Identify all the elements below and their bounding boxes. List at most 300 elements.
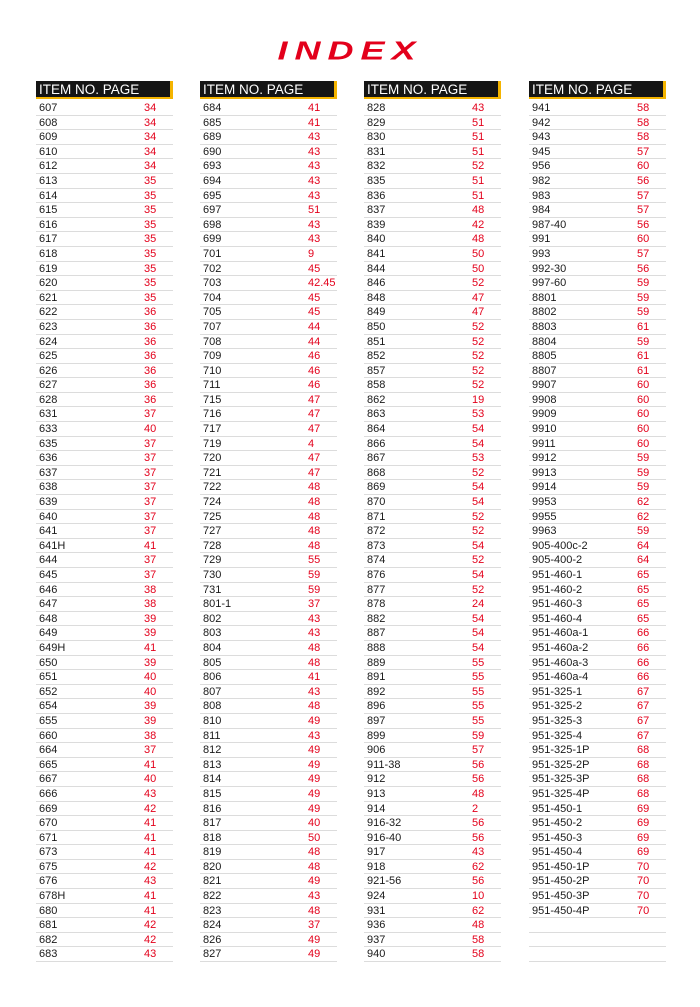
- index-row: [529, 802, 666, 817]
- index-row: [200, 145, 337, 160]
- index-row: [36, 816, 173, 831]
- item-number: 671: [39, 831, 58, 844]
- item-number: 951-450-1: [532, 802, 583, 815]
- page-number: 40: [144, 671, 157, 684]
- item-number: 801-1: [203, 598, 232, 611]
- index-row: [200, 553, 337, 568]
- index-row: [200, 203, 337, 218]
- page-number: 60: [637, 393, 650, 406]
- page-number: 43: [308, 189, 321, 202]
- index-row: [364, 349, 501, 364]
- page-number: 62: [637, 510, 650, 523]
- page-number: 37: [144, 481, 157, 494]
- item-number: 844: [367, 262, 386, 275]
- index-row: [529, 247, 666, 262]
- index-row: [529, 656, 666, 671]
- index-row: [364, 641, 501, 656]
- page-number: 49: [308, 758, 321, 771]
- index-row: [36, 116, 173, 131]
- page-number: 41: [144, 890, 157, 903]
- index-row: [36, 539, 173, 554]
- item-number: 615: [39, 204, 58, 217]
- item-number: 616: [39, 218, 58, 231]
- item-number: 866: [367, 437, 386, 450]
- page-number: 55: [472, 656, 485, 669]
- index-row: [364, 407, 501, 422]
- page-number: 53: [472, 408, 485, 421]
- item-number: 905-400c-2: [532, 539, 588, 552]
- page-number: 65: [637, 583, 650, 596]
- page-number: 37: [308, 919, 321, 932]
- page-number: 35: [144, 247, 157, 260]
- item-number: 704: [203, 291, 222, 304]
- page-number: 44: [308, 335, 321, 348]
- item-number: 708: [203, 335, 222, 348]
- page-number: 60: [637, 423, 650, 436]
- page-number: 54: [472, 423, 485, 436]
- index-row: [364, 626, 501, 641]
- index-row: [529, 291, 666, 306]
- page-number: 43: [308, 131, 321, 144]
- item-number: 637: [39, 466, 58, 479]
- item-number: 9910: [532, 423, 557, 436]
- page-number: 48: [308, 700, 321, 713]
- page-number: 41: [144, 904, 157, 917]
- item-number: 916-32: [367, 817, 402, 830]
- page-number: 42: [144, 919, 157, 932]
- page-number: 59: [637, 481, 650, 494]
- page-number: 49: [308, 714, 321, 727]
- index-row: [200, 612, 337, 627]
- index-row: [200, 641, 337, 656]
- item-number: 716: [203, 408, 222, 421]
- index-row: [36, 203, 173, 218]
- item-number: 905-400-2: [532, 554, 583, 567]
- page-number: 52: [472, 160, 485, 173]
- item-number: 9912: [532, 452, 557, 465]
- page-number: 54: [472, 481, 485, 494]
- item-number: 705: [203, 306, 222, 319]
- item-number: 951-460a-4: [532, 671, 589, 684]
- item-number: 823: [203, 904, 222, 917]
- page-number: 50: [308, 831, 321, 844]
- index-row: [200, 262, 337, 277]
- item-number: 722: [203, 481, 222, 494]
- index-row: [364, 714, 501, 729]
- page-number: 49: [308, 933, 321, 946]
- index-column-3: [364, 81, 501, 962]
- item-number: 951-325-4P: [532, 787, 590, 800]
- index-row: [364, 889, 501, 904]
- index-row: [200, 320, 337, 335]
- item-number: 864: [367, 423, 386, 436]
- index-row: [200, 656, 337, 671]
- index-row: [529, 553, 666, 568]
- item-number: 906: [367, 744, 386, 757]
- index-row: [200, 495, 337, 510]
- page-number: 48: [308, 481, 321, 494]
- page-number: 57: [637, 145, 650, 158]
- page-number: 35: [144, 233, 157, 246]
- page-number: 66: [637, 627, 650, 640]
- index-row: [36, 656, 173, 671]
- item-number: 685: [203, 116, 222, 129]
- page-number: 41: [308, 671, 321, 684]
- item-number: 628: [39, 393, 58, 406]
- page-number: 34: [144, 131, 157, 144]
- index-row: [364, 772, 501, 787]
- page-number: 59: [637, 525, 650, 538]
- page-number: 37: [144, 496, 157, 509]
- page-number: 59: [637, 306, 650, 319]
- index-row: [36, 101, 173, 116]
- page-number: 37: [144, 466, 157, 479]
- item-number: 652: [39, 685, 58, 698]
- page-number: 48: [472, 919, 485, 932]
- page-number: 38: [144, 729, 157, 742]
- index-row: [529, 539, 666, 554]
- page-header: PAGE: [102, 82, 140, 97]
- item-number: 644: [39, 554, 58, 567]
- page-number: 59: [637, 335, 650, 348]
- item-number: 913: [367, 787, 386, 800]
- index-row: [36, 831, 173, 846]
- page-number: 70: [637, 875, 650, 888]
- index-row: [36, 393, 173, 408]
- item-number: 818: [203, 831, 222, 844]
- index-row: [364, 393, 501, 408]
- page-number: 67: [637, 700, 650, 713]
- index-row: [364, 947, 501, 962]
- index-row: [364, 685, 501, 700]
- page-number: 59: [637, 466, 650, 479]
- index-row: [529, 641, 666, 656]
- item-number: 697: [203, 204, 222, 217]
- item-number: 951-460-3: [532, 598, 583, 611]
- index-row: [529, 451, 666, 466]
- page-number: 36: [144, 306, 157, 319]
- page-number: 43: [308, 174, 321, 187]
- page-number: 46: [308, 364, 321, 377]
- item-number: 951-450-3: [532, 831, 583, 844]
- page-number: 66: [637, 671, 650, 684]
- index-row: [529, 437, 666, 452]
- page-number: 53: [472, 452, 485, 465]
- item-number: 936: [367, 919, 386, 932]
- index-row: [529, 218, 666, 233]
- index-row: [200, 714, 337, 729]
- page-number: 47: [308, 423, 321, 436]
- item-number: 858: [367, 379, 386, 392]
- index-row: [200, 568, 337, 583]
- page-number: 34: [144, 145, 157, 158]
- page-number: 56: [637, 262, 650, 275]
- index-row: [36, 933, 173, 948]
- page-number: 4: [308, 437, 315, 450]
- index-row: [529, 116, 666, 131]
- item-no-header: ITEM NO.: [367, 82, 427, 97]
- item-number: 805: [203, 656, 222, 669]
- item-number: 869: [367, 481, 386, 494]
- index-row: [200, 510, 337, 525]
- item-number: 676: [39, 875, 58, 888]
- page-number: 67: [637, 685, 650, 698]
- page-number: 51: [472, 131, 485, 144]
- item-number: 730: [203, 569, 222, 581]
- item-number: 641: [39, 525, 58, 538]
- page-number: 51: [472, 145, 485, 158]
- index-row: [200, 159, 337, 174]
- index-row: [36, 189, 173, 204]
- item-number: 614: [39, 189, 58, 202]
- page-number: 43: [308, 160, 321, 173]
- item-number: 803: [203, 627, 222, 640]
- page-number: 41: [144, 758, 157, 771]
- page-number: 37: [144, 525, 157, 538]
- index-row: [200, 626, 337, 641]
- index-row: [364, 597, 501, 612]
- item-number: 829: [367, 116, 386, 129]
- page-number: 52: [472, 350, 485, 363]
- index-row: [364, 802, 501, 817]
- item-number: 802: [203, 612, 222, 625]
- index-row: [36, 626, 173, 641]
- index-row: [36, 904, 173, 919]
- index-row: [364, 262, 501, 277]
- item-number: 832: [367, 160, 386, 173]
- page-number: 51: [472, 189, 485, 202]
- index-row: [200, 393, 337, 408]
- index-row: [200, 772, 337, 787]
- item-no-header: ITEM NO.: [203, 82, 263, 97]
- index-row: [364, 874, 501, 889]
- item-number: 609: [39, 131, 58, 144]
- page-number: 42: [144, 802, 157, 815]
- item-number: 899: [367, 729, 386, 742]
- index-row: [200, 743, 337, 758]
- page-number: 41: [308, 102, 321, 114]
- item-number: 707: [203, 320, 222, 333]
- item-number: 9963: [532, 525, 557, 538]
- page-number: 50: [472, 262, 485, 275]
- index-row: [36, 291, 173, 306]
- index-row: [529, 378, 666, 393]
- index-row: [364, 583, 501, 598]
- page-number: 9: [308, 247, 315, 260]
- page-number: 35: [144, 218, 157, 231]
- page-number: 35: [144, 262, 157, 275]
- index-column-2: [200, 81, 337, 962]
- item-number: 951-450-4: [532, 846, 583, 859]
- index-row: [529, 189, 666, 204]
- index-row: [364, 174, 501, 189]
- page-number: 66: [637, 656, 650, 669]
- index-row: [529, 772, 666, 787]
- index-row: [36, 364, 173, 379]
- page-number: 54: [472, 437, 485, 450]
- index-row: [36, 437, 173, 452]
- item-number: 937: [367, 933, 386, 946]
- index-row: [200, 758, 337, 773]
- item-number: 982: [532, 174, 551, 187]
- item-number: 715: [203, 393, 222, 406]
- index-row: [364, 159, 501, 174]
- index-row: [529, 262, 666, 277]
- index-row: [200, 480, 337, 495]
- page-number: 50: [472, 247, 485, 260]
- index-row: [36, 772, 173, 787]
- page-number: 43: [308, 890, 321, 903]
- page-number: 37: [144, 510, 157, 523]
- page-number: 60: [637, 233, 650, 246]
- item-number: 620: [39, 277, 58, 290]
- index-row: [529, 787, 666, 802]
- page-number: 54: [472, 539, 485, 552]
- index-row: [36, 918, 173, 933]
- item-number: 731: [203, 583, 222, 596]
- page-number: 59: [637, 452, 650, 465]
- page-number: 37: [144, 744, 157, 757]
- index-column-1: [36, 81, 173, 962]
- page-number: 68: [637, 787, 650, 800]
- item-number: 896: [367, 700, 386, 713]
- item-number: 9953: [532, 496, 557, 509]
- page-number: 68: [637, 744, 650, 757]
- item-number: 951-325-1: [532, 685, 583, 698]
- page-number: 56: [472, 773, 485, 786]
- item-number: 682: [39, 933, 58, 946]
- item-number: 703: [203, 277, 222, 290]
- page-number: 57: [637, 204, 650, 217]
- index-row: [364, 291, 501, 306]
- item-number: 717: [203, 423, 222, 436]
- item-number: 874: [367, 554, 386, 567]
- index-row: [529, 816, 666, 831]
- index-row: [36, 320, 173, 335]
- item-number: 846: [367, 277, 386, 290]
- index-row: [529, 947, 666, 962]
- index-row: [200, 918, 337, 933]
- page-number: 38: [144, 583, 157, 596]
- index-column-4: [529, 81, 666, 962]
- item-number: 641H: [39, 539, 66, 552]
- item-number: 993: [532, 247, 551, 260]
- index-row: [529, 232, 666, 247]
- item-number: 806: [203, 671, 222, 684]
- item-number: 638: [39, 481, 58, 494]
- page-number: 43: [308, 233, 321, 246]
- page-number: 48: [308, 510, 321, 523]
- item-number: 9907: [532, 379, 557, 392]
- page-number: 59: [637, 277, 650, 290]
- item-number: 9911: [532, 437, 556, 450]
- item-number: 702: [203, 262, 222, 275]
- page-number: 55: [472, 685, 485, 698]
- index-row: [200, 583, 337, 598]
- page-number: 60: [637, 379, 650, 392]
- index-row: [529, 612, 666, 627]
- page-number: 54: [472, 612, 485, 625]
- index-row: [36, 670, 173, 685]
- page-number: 35: [144, 189, 157, 202]
- item-number: 835: [367, 174, 386, 187]
- item-number: 645: [39, 569, 58, 581]
- index-row: [529, 203, 666, 218]
- page-number: 59: [472, 729, 485, 742]
- page-number: 41: [144, 831, 157, 844]
- index-row: [200, 116, 337, 131]
- page-number: 39: [144, 627, 157, 640]
- index-row: [200, 699, 337, 714]
- index-row: [529, 466, 666, 481]
- item-number: 951-325-1P: [532, 744, 590, 757]
- page-number: 34: [144, 116, 157, 129]
- index-row: [36, 335, 173, 350]
- item-number: 945: [532, 145, 551, 158]
- page-number: 39: [144, 656, 157, 669]
- index-row: [529, 743, 666, 758]
- page-number: 59: [637, 291, 650, 304]
- item-number: 921-56: [367, 875, 402, 888]
- item-number: 941: [532, 102, 551, 114]
- page-number: 69: [637, 802, 650, 815]
- page-number: 65: [637, 598, 650, 611]
- item-number: 710: [203, 364, 222, 377]
- item-number: 665: [39, 758, 58, 771]
- page-number: 68: [637, 758, 650, 771]
- page-number: 48: [308, 656, 321, 669]
- page-number: 49: [308, 875, 321, 888]
- page-number: 51: [472, 116, 485, 129]
- item-number: 956: [532, 160, 551, 173]
- index-row: [364, 758, 501, 773]
- item-number: 828: [367, 102, 386, 114]
- index-row: [529, 320, 666, 335]
- item-number: 727: [203, 525, 222, 538]
- page-number: 41: [144, 817, 157, 830]
- page-header: PAGE: [430, 82, 468, 97]
- index-row: [529, 422, 666, 437]
- index-row: [36, 378, 173, 393]
- index-row: [36, 860, 173, 875]
- item-number: 9913: [532, 466, 557, 479]
- index-row: [36, 159, 173, 174]
- index-row: [36, 758, 173, 773]
- index-row: [529, 904, 666, 919]
- item-number: 984: [532, 204, 551, 217]
- item-number: 819: [203, 846, 222, 859]
- item-number: 892: [367, 685, 386, 698]
- page-number: 70: [637, 890, 650, 903]
- index-row: [529, 335, 666, 350]
- item-number: 667: [39, 773, 58, 786]
- page-number: 49: [308, 948, 321, 961]
- page-number: 58: [472, 948, 485, 961]
- item-number: 669: [39, 802, 58, 815]
- index-row: [200, 729, 337, 744]
- index-row: [36, 802, 173, 817]
- index-row: [529, 101, 666, 116]
- page-number: 55: [472, 671, 485, 684]
- page-number: 55: [472, 700, 485, 713]
- item-number: 655: [39, 714, 58, 727]
- index-row: [529, 130, 666, 145]
- page-header: PAGE: [266, 82, 304, 97]
- item-number: 882: [367, 612, 386, 625]
- page-number: 66: [637, 641, 650, 654]
- page-number: 55: [472, 714, 485, 727]
- page-number: 42: [144, 860, 157, 873]
